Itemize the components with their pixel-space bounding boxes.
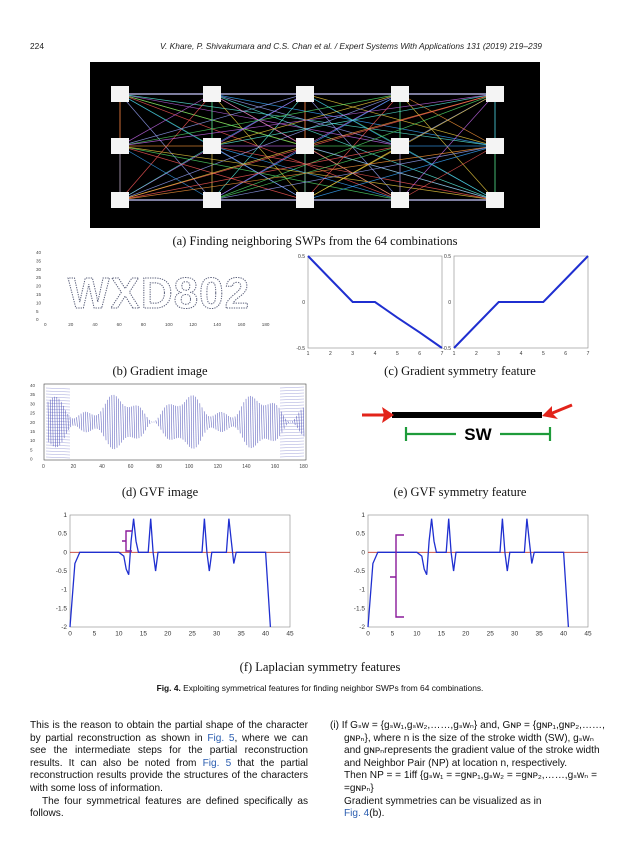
body-right-column <box>330 720 610 821</box>
para1-text-a: This is the reason to obtain the partial shape of the character by partial reconstruction as shown in <box>30 720 308 744</box>
ytick-label: -0.5 <box>442 346 451 352</box>
caption-b: (b) Gradient image <box>112 364 208 378</box>
xtick-label: 6 <box>418 351 422 357</box>
ytick-label: 0.5 <box>298 254 305 260</box>
ytick-label: 0 <box>361 549 365 557</box>
swp-node <box>391 192 409 208</box>
xtick-label: 7 <box>586 351 590 357</box>
ytick-label: 0.5 <box>355 530 365 538</box>
d-ytick: 0 <box>30 456 33 462</box>
definition-line-6: Gradient symmetries can be visualized as in <box>344 795 542 807</box>
xtick-label: 25 <box>486 630 494 638</box>
swp-node <box>203 192 221 208</box>
b-ytick: 35 <box>36 258 42 264</box>
d-ytick: 40 <box>30 383 36 388</box>
xtick-label: 35 <box>535 630 543 638</box>
definition-line-1: (i) If Gₛᴡ = {gₛᴡ₁,gₛᴡ₂,……,gₛᴡₙ} and, Gɴᴘ = {gɴᴘ₁,gɴᴘ₂,……, <box>330 720 605 731</box>
ytick-label: 1 <box>361 512 365 519</box>
caption-f: (f) Laplacian symmetry features <box>239 660 401 674</box>
chart-frame <box>70 515 290 627</box>
b-ytick: 40 <box>36 250 42 255</box>
swp-node <box>111 86 129 102</box>
para1-text-b: , where we can see the intermediate steps for the partial reconstruction results. It can also be noted from <box>30 732 308 769</box>
d-xtick: 0 <box>42 464 45 470</box>
panel-d-yticks <box>30 383 36 462</box>
d-xtick: 40 <box>99 464 105 470</box>
d-ytick: 20 <box>30 419 36 425</box>
ytick-label: -1 <box>359 586 365 594</box>
running-title: V. Khare, P. Shivakumara and C.S. Chan et al. / Expert Systems With Applications 131 (2019) 219–239 <box>160 41 542 51</box>
ytick-label: 0 <box>448 300 451 306</box>
caption-c: (c) Gradient symmetry feature <box>384 364 536 378</box>
xtick-label: 25 <box>188 630 196 638</box>
ytick-label: -0.5 <box>296 346 305 352</box>
panel-b-word: WXD802 <box>68 269 251 318</box>
xtick-label: 5 <box>395 351 399 357</box>
d-xtick: 20 <box>70 464 77 470</box>
xtick-label: 40 <box>261 630 270 638</box>
b-ytick: 10 <box>36 300 42 306</box>
xtick-label: 3 <box>351 351 355 357</box>
series-line <box>454 256 588 348</box>
b-xtick: 60 <box>116 322 122 327</box>
d-xtick: 120 <box>213 464 222 470</box>
f-right-bracket <box>390 535 404 617</box>
xtick-label: 5 <box>92 630 97 638</box>
d-ytick: 5 <box>30 447 33 453</box>
b-ytick: 25 <box>36 275 42 281</box>
panel-d-gvf-image <box>30 380 310 472</box>
ytick-label: -1 <box>61 586 67 594</box>
xtick-label: 1 <box>306 351 310 357</box>
series-line <box>308 256 442 348</box>
definition-line-2: gɴᴘₙ}, where n is the size of the stroke width (SW), gₛᴡₙ <box>344 732 594 744</box>
xtick-label: 30 <box>511 630 519 638</box>
xtick-label: 35 <box>237 630 245 638</box>
panel-f-charts <box>50 505 595 645</box>
xtick-label: 4 <box>519 351 523 357</box>
caption-d: (d) GVF image <box>121 485 199 499</box>
page-number: 224 <box>30 41 44 51</box>
ytick-label: 0 <box>302 300 305 306</box>
xtick-label: 4 <box>373 351 377 357</box>
b-ytick: 15 <box>36 292 42 297</box>
d-xtick: 60 <box>127 464 134 470</box>
b-xtick: 160 <box>237 322 246 327</box>
d-ytick: 10 <box>30 438 36 444</box>
ytick-label: -1.5 <box>353 605 365 613</box>
d-ytick: 25 <box>30 410 36 416</box>
swp-node <box>111 138 129 154</box>
b-xtick: 100 <box>165 322 173 327</box>
d-xtick: 160 <box>270 464 280 470</box>
caption-a: (a) Finding neighboring SWPs from the 64 combinations <box>172 234 458 248</box>
xtick-label: 10 <box>413 630 421 638</box>
b-xtick: 140 <box>213 322 222 327</box>
caption-e: (e) GVF symmetry feature <box>393 485 527 499</box>
d-ytick: 30 <box>30 401 36 407</box>
b-ytick: 5 <box>36 308 39 314</box>
b-xtick: 180 <box>261 322 270 327</box>
xtick-label: 3 <box>497 351 501 357</box>
xtick-label: 45 <box>286 630 294 638</box>
panel-a-image <box>90 62 540 228</box>
swp-node <box>203 86 221 102</box>
swp-node <box>391 138 409 154</box>
ytick-label: -2 <box>61 624 67 631</box>
definition-line-5: Then NP = = 1iff {gₛᴡ₁ = =gɴᴘ₁,gₛᴡ₂ = =gɴᴘ₂,……,gₛᴡₙ = =gɴᴘₙ} <box>344 770 597 794</box>
xtick-label: 40 <box>559 630 568 638</box>
d-ytick: 35 <box>30 392 36 398</box>
b-xtick: 80 <box>140 322 146 327</box>
ytick-label: 1 <box>63 512 67 519</box>
panel-b-gradient-image <box>34 250 270 328</box>
fig5-link-2[interactable]: Fig. 5 <box>202 757 232 769</box>
fig4-link[interactable]: Fig. 4 <box>344 808 370 820</box>
d-xtick: 80 <box>156 464 162 470</box>
b-ytick: 30 <box>36 266 42 272</box>
xtick-label: 5 <box>390 630 395 638</box>
para1-text-c: that the partial reconstruction results provide the structures of the characters with some loss of information. <box>30 757 308 794</box>
body-paragraph-2: The four symmetrical features are defined specifically as follows. <box>30 795 308 820</box>
xtick-label: 7 <box>440 351 444 357</box>
b-xtick: 120 <box>189 322 197 327</box>
chart-frame <box>368 515 588 627</box>
swp-node <box>296 192 314 208</box>
xtick-label: 45 <box>584 630 592 638</box>
ytick-label: 0.5 <box>444 254 451 260</box>
sw-label: SW <box>464 425 492 444</box>
definition-line-4: and Neighbor Pair (NP) at location n, respectively. <box>344 757 568 769</box>
definition-line-7 <box>330 808 610 821</box>
definition-line-7-rest: (b). <box>369 808 385 820</box>
definition-line-3: and gɴᴘₙrepresents the gradient value of the stroke width <box>344 745 600 757</box>
stroke-width-bar <box>392 412 542 418</box>
swp-node <box>296 138 314 154</box>
b-ytick: 20 <box>36 283 42 289</box>
swp-node <box>486 192 504 208</box>
ytick-label: -2 <box>359 624 365 631</box>
swp-node <box>111 192 129 208</box>
xtick-label: 5 <box>541 351 545 357</box>
panel-b-yticks <box>36 250 42 322</box>
swp-node <box>391 86 409 102</box>
ytick-label: -1.5 <box>55 605 67 613</box>
left-red-arrow <box>362 407 394 423</box>
xtick-label: 20 <box>462 630 470 638</box>
b-xtick: 20 <box>68 322 74 327</box>
xtick-label: 0 <box>366 630 370 638</box>
b-xtick: 40 <box>92 322 98 327</box>
xtick-label: 0 <box>68 630 72 638</box>
figure-label: Fig. 4. <box>156 683 181 693</box>
panel-b-xticks <box>44 322 270 327</box>
figure-caption-text: Exploiting symmetrical features for finding neighbor SWPs from 64 combinations. <box>183 683 484 693</box>
ytick-label: -0.5 <box>55 568 67 575</box>
panel-e-gvf-symmetry <box>360 395 600 470</box>
xtick-label: 2 <box>328 351 332 357</box>
xtick-label: 15 <box>139 630 147 638</box>
body-left-column <box>30 720 308 821</box>
figure-caption <box>40 683 600 693</box>
series-line <box>70 519 270 627</box>
panel-d-xticks <box>42 464 308 470</box>
d-xtick: 140 <box>242 464 251 470</box>
xtick-label: 6 <box>564 351 568 357</box>
xtick-label: 1 <box>452 351 456 357</box>
ytick-label: 0 <box>63 549 67 557</box>
xtick-label: 15 <box>437 630 445 638</box>
body-paragraph-1 <box>30 720 308 796</box>
ytick-label: 0.5 <box>57 530 67 538</box>
panel-c-charts <box>292 250 592 360</box>
b-xtick: 0 <box>44 322 47 327</box>
d-xtick: 100 <box>185 464 194 470</box>
right-red-arrow <box>542 405 572 419</box>
b-ytick: 0 <box>36 317 39 323</box>
swp-node <box>486 86 504 102</box>
xtick-label: 2 <box>474 351 478 357</box>
xtick-label: 30 <box>213 630 221 638</box>
fig5-link-1[interactable]: Fig. 5 <box>207 732 235 744</box>
swp-node <box>486 138 504 154</box>
d-ytick: 15 <box>30 429 36 434</box>
swp-node <box>203 138 221 154</box>
ytick-label: -0.5 <box>353 568 365 575</box>
swp-node <box>296 86 314 102</box>
d-xtick: 180 <box>299 464 308 470</box>
xtick-label: 10 <box>115 630 123 638</box>
xtick-label: 20 <box>164 630 172 638</box>
